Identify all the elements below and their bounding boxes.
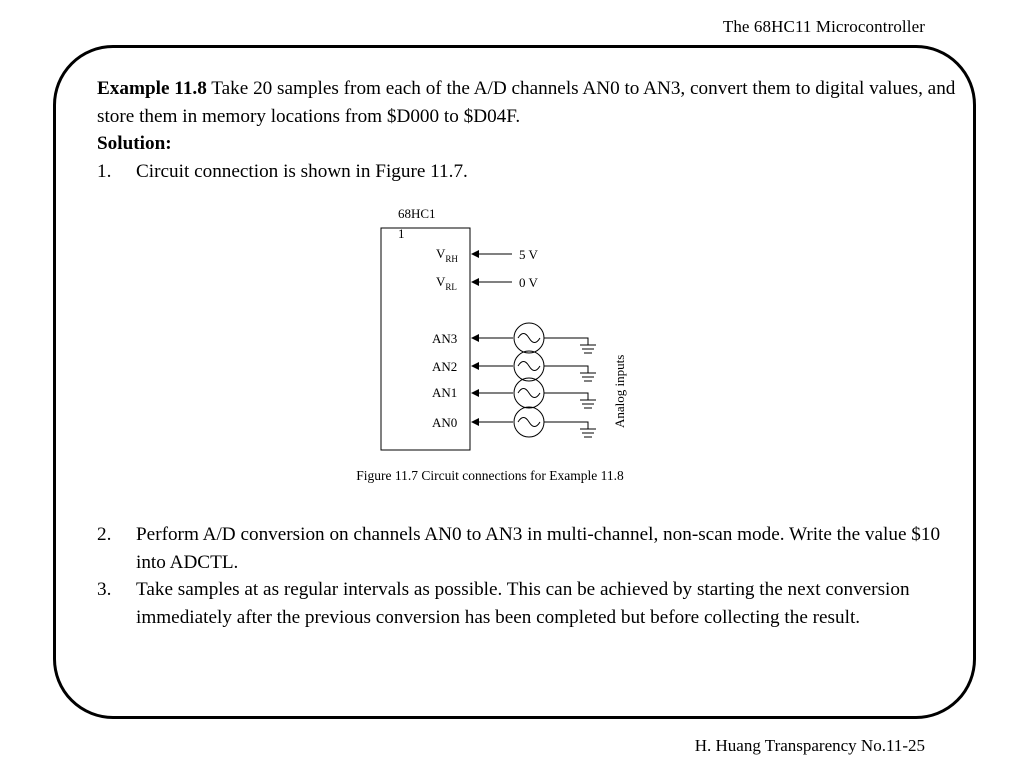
step-3 [97,576,967,631]
step-number: 1. [97,160,112,182]
ground-icon [580,400,596,408]
solution-label: Solution: [97,133,172,154]
figure-caption: Figure 11.7 Circuit connections for Example 11.8 [356,468,624,483]
an1-wire [544,393,588,400]
analog-inputs-label: Analog inputs [612,354,627,428]
an1-source [514,378,544,408]
an3-wire [544,338,588,345]
an2-wire [544,366,588,373]
step-text: Take samples at as regular intervals as possible. This can be achieved by starting the next conversion immediately after the previous conversion has been completed but before collecting the result. [136,579,910,628]
ground-icon [580,345,596,353]
vrh-base: V [436,246,446,261]
vrh-label [436,246,458,264]
vrl-base: V [436,274,446,289]
slide-footer: H. Huang Transparency No.11-25 [694,736,925,755]
vrh-value: 5 V [519,247,538,262]
an3-source [514,323,544,353]
an2-source [514,351,544,381]
step-number: 3. [97,579,112,600]
slide-header: The 68HC11 Microcontroller [722,17,925,36]
vrl-label [436,274,457,292]
an2-label: AN2 [432,359,458,374]
steps-list [97,521,967,631]
vrl-sub: RL [445,282,457,292]
example-label: Example 11.8 [97,78,207,99]
step-number: 2. [97,524,112,545]
an0-label: AN0 [432,415,458,430]
chip-label-line2: 1 [398,226,405,241]
example-text: Take 20 samples from each of the A/D channels AN0 to AN3, convert them to digital values, and store them in memory locations from $D000 to $D04F. [97,78,956,127]
ground-icon [580,373,596,381]
vrh-sub: RH [445,254,458,264]
an0-source [514,407,544,437]
vrl-value: 0 V [519,275,538,290]
an3-label: AN3 [432,331,458,346]
ground-icon [580,429,596,437]
step-text: Circuit connection is shown in Figure 11.7. [136,160,468,182]
an0-wire [544,422,588,429]
step-text: Perform A/D conversion on channels AN0 to AN3 in multi-channel, non-scan mode. Write the value $10 into ADCTL. [136,524,941,573]
chip-label-line1: 68HC1 [398,206,436,221]
step-2 [97,521,967,576]
an1-label: AN1 [432,385,458,400]
